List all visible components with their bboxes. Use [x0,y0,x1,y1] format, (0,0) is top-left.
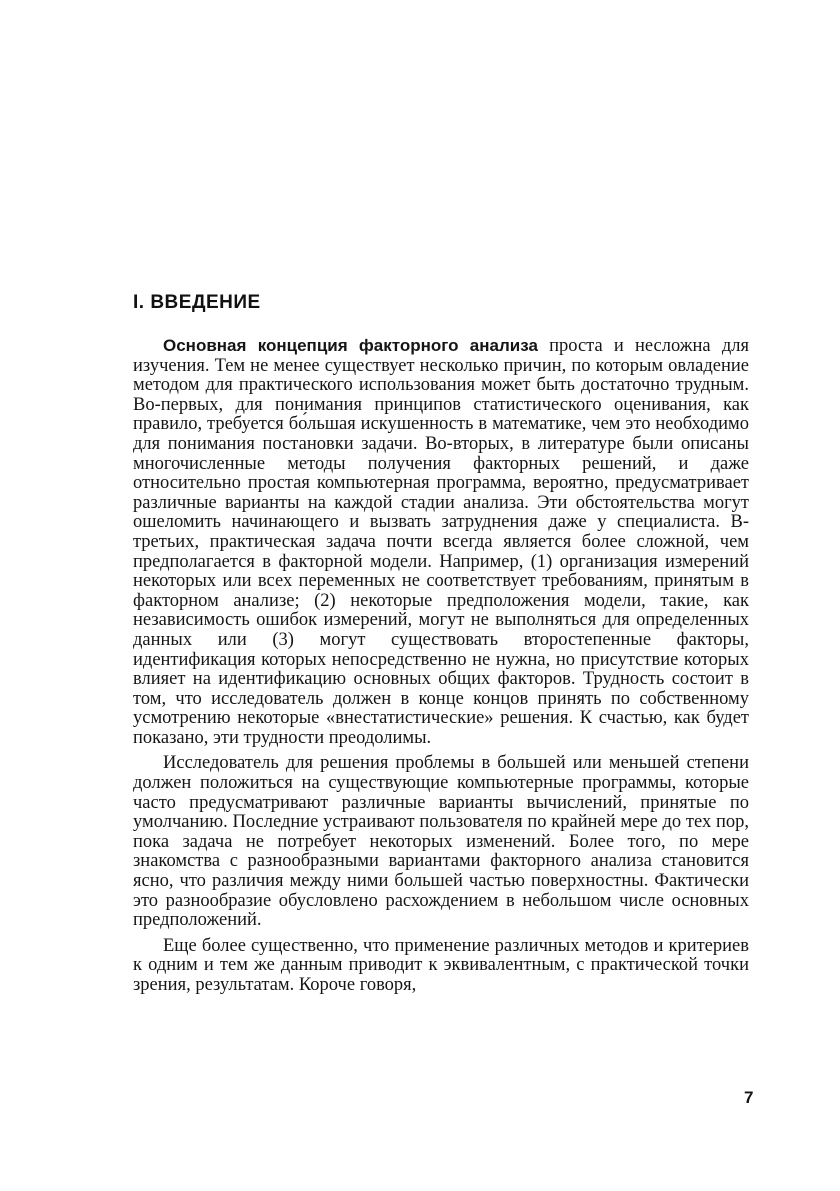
chapter-heading: I. ВВЕДЕНИЕ [133,292,261,313]
paragraph-2: Исследователь для решения проблемы в большей или меньшей степени должен положиться на существующие компьютерные программы, которые часто предусматривают различные варианты вычислений, принятые по умолчанию. Последние устраивают пользователя по крайней мере до тех пор, пока задача не потребует некоторых изменений. Более того, по мере знакомства с разнообразными вариантами факторного анализа становится ясно, что различия между ними большей частью поверхностны. Фактически это разнообразие обусловлено расхождением в небольшом числе основных предположений. [133,753,749,931]
paragraph-1 [133,336,749,748]
page-number: 7 [744,1088,754,1107]
paragraph-1-lead: Основная концепция факторного анализа [163,336,538,355]
paragraph-3: Еще более существенно, что применение различных методов и критериев к одним и тем же данным приводит к эквивалентным, с практической точки зрения, результатам. Короче говоря, [133,935,749,995]
body-text [133,336,749,1002]
paragraph-1-text: проста и несложна для изучения. Тем не менее существует несколько причин, по которым овладение методом для практического использования может быть достаточно трудным. Во-первых, для понимания принципов статистического оценивания, как правило, требуется бо́льшая искушенность в математике, чем это необходимо для понимания постановки задачи. Во-вторых, в литературе были описаны многочисленные методы получения факторных решений, и даже относительно простая компьютерная программа, вероятно, предусматривает различные варианты на каждой стадии анализа. Эти обстоятельства могут ошеломить начинающего и вызвать затруднения даже у специалиста. В-третьих, практическая задача почти всегда является более сложной, чем предполагается в факторной модели. Например, (1) организация измерений некоторых или всех переменных не соответствует требованиям, принятым в факторном анализе; (2) некоторые предположения модели, такие, как независимость ошибок измерений, могут не выполняться для определенных данных или (3) могут существовать второстепенные факторы, идентификация которых непосредственно не нужна, но присутствие которых влияет на идентификацию основных общих факторов. Трудность состоит в том, что исследователь должен в конце концов принять по собственному усмотрению некоторые «внестатистические» решения. К счастью, как будет показано, эти трудности преодолимы. [133,336,749,748]
